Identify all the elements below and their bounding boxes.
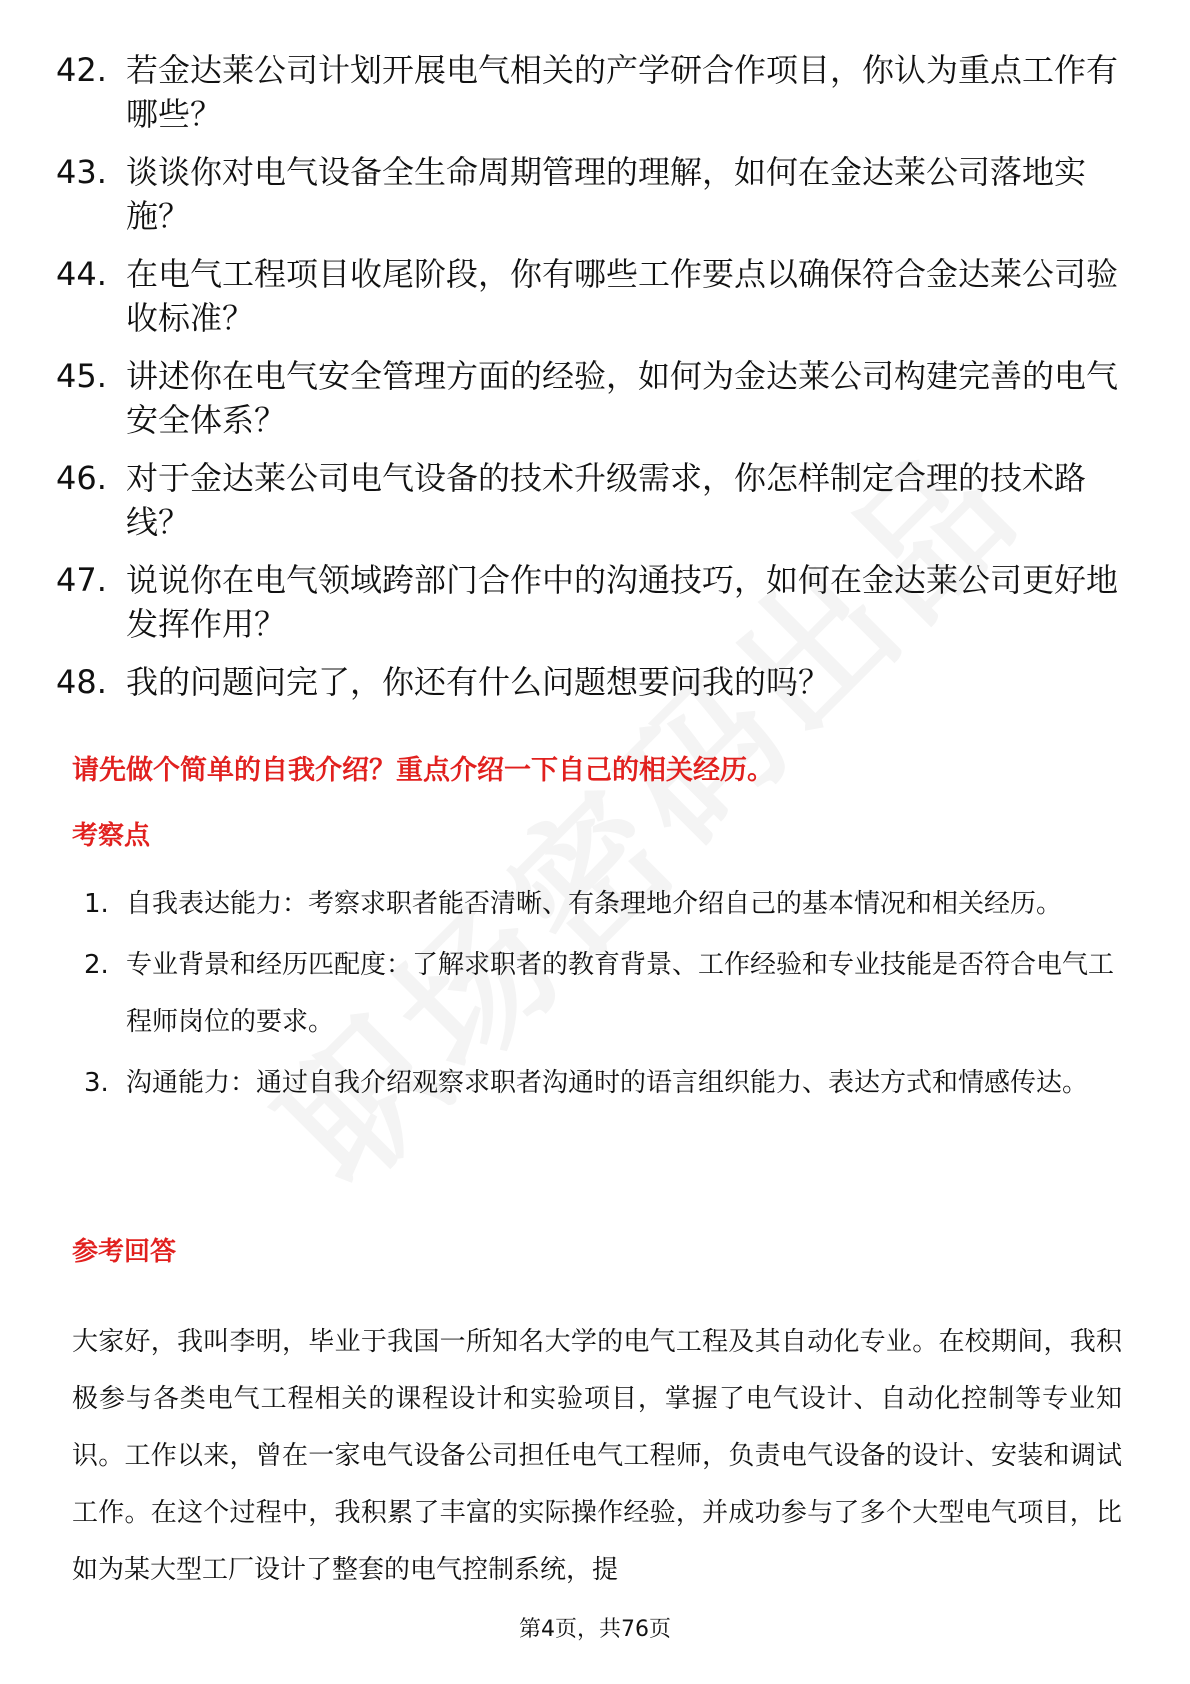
question-item — [56, 558, 1136, 646]
assessment-point — [84, 1055, 1124, 1112]
point-text: 自我表达能力：考察求职者能否清晰、有条理地介绍自己的基本情况和相关经历。 — [126, 889, 1063, 919]
answer-label: 参考回答 — [72, 1237, 177, 1267]
point-number: 1. — [84, 889, 109, 919]
page-footer: 第4页，共76页 — [519, 1617, 671, 1642]
question-heading: 请先做个简单的自我介绍？重点介绍一下自己的相关经历。 — [72, 755, 774, 786]
question-text: 对于金达莱公司电气设备的技术升级需求，你怎样制定合理的技术路线？ — [126, 459, 1087, 541]
question-number: 43. — [56, 153, 107, 191]
question-number: 48. — [56, 663, 107, 701]
point-text: 专业背景和经历匹配度：了解求职者的教育背景、工作经验和专业技能是否符合电气工程师岗位的要求。 — [126, 950, 1115, 1037]
question-list — [56, 48, 1136, 718]
question-number: 44. — [56, 255, 107, 293]
question-text: 在电气工程项目收尾阶段，你有哪些工作要点以确保符合金达莱公司验收标准？ — [126, 255, 1119, 337]
reference-answer: 大家好，我叫李明，毕业于我国一所知名大学的电气工程及其自动化专业。在校期间，我积极参与各类电气工程相关的课程设计和实验项目，掌握了电气设计、自动化控制等专业知识。工作以来，曾在一家电气设备公司担任电气工程师，负责电气设备的设计、安装和调试工作。在这个过程中，我积累了丰富的实际操作经验，并成功参与了多个大型电气项目，比如为某大型工厂设计了整套的电气控制系统，提 — [72, 1327, 1122, 1585]
question-item — [56, 456, 1136, 544]
question-item — [56, 354, 1136, 442]
question-number: 47. — [56, 561, 107, 599]
question-text: 谈谈你对电气设备全生命周期管理的理解，如何在金达莱公司落地实施？ — [126, 153, 1087, 235]
question-text: 说说你在电气领域跨部门合作中的沟通技巧，如何在金达莱公司更好地发挥作用？ — [126, 561, 1119, 643]
question-number: 45. — [56, 357, 107, 395]
point-number: 2. — [84, 950, 109, 980]
point-text: 沟通能力：通过自我介绍观察求职者沟通时的语言组织能力、表达方式和情感传达。 — [126, 1068, 1089, 1098]
question-item — [56, 660, 1136, 704]
question-text: 我的问题问完了，你还有什么问题想要问我的吗？ — [126, 663, 831, 701]
points-label: 考察点 — [72, 821, 151, 851]
question-item — [56, 48, 1136, 136]
question-number: 46. — [56, 459, 107, 497]
question-item — [56, 150, 1136, 238]
question-number: 42. — [56, 51, 107, 89]
point-number: 3. — [84, 1068, 109, 1098]
assessment-point — [84, 937, 1124, 1051]
question-item — [56, 252, 1136, 340]
question-text: 若金达莱公司计划开展电气相关的产学研合作项目，你认为重点工作有哪些？ — [126, 51, 1119, 133]
question-text: 讲述你在电气安全管理方面的经验，如何为金达莱公司构建完善的电气安全体系？ — [126, 357, 1119, 439]
assessment-point — [84, 876, 1124, 933]
assessment-points-list — [84, 876, 1124, 1116]
